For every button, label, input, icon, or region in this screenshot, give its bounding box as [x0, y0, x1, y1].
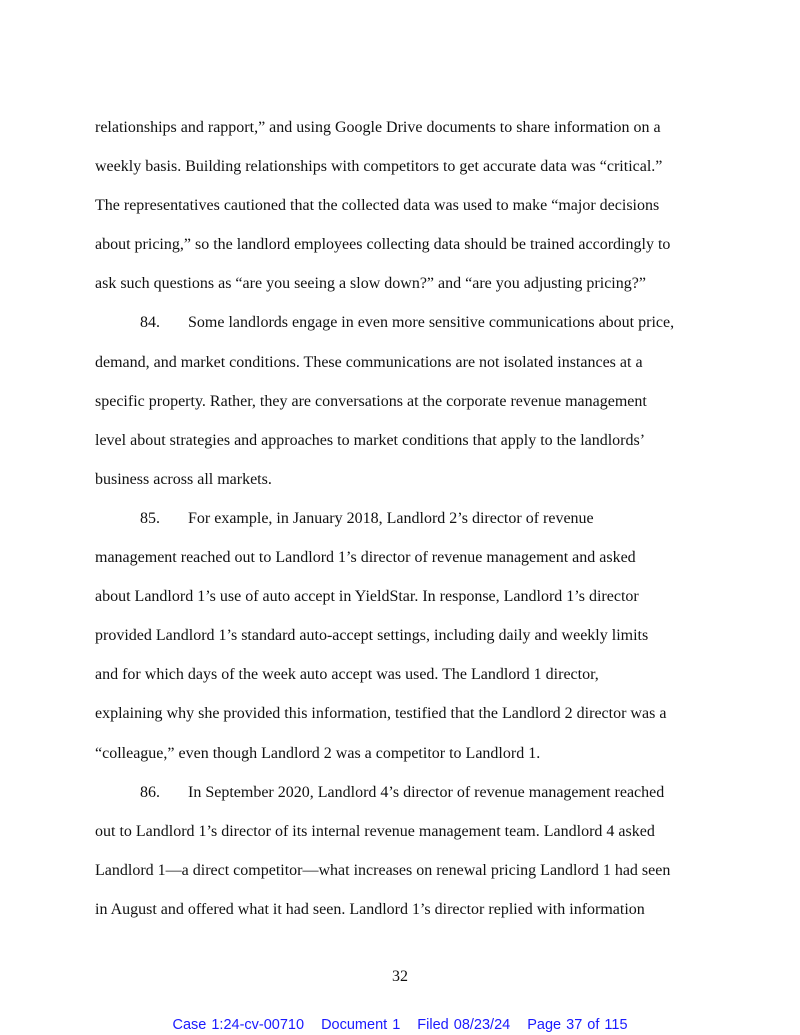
text-line [95, 577, 735, 616]
text-line [95, 538, 735, 577]
line-text: The representatives cautioned that the collected data was used to make “major decisions [95, 197, 660, 215]
line-text: about Landlord 1’s use of auto accept in YieldStar. In response, Landlord 1’s director [95, 588, 639, 606]
text-line [95, 186, 735, 225]
line-text: demand, and market conditions. These communications are not isolated instances at a [95, 353, 643, 371]
text-line [95, 851, 735, 890]
text-line [95, 616, 735, 655]
line-text: management reached out to Landlord 1’s director of revenue management and asked [95, 549, 636, 567]
text-line [95, 343, 735, 382]
text-line [95, 147, 735, 186]
paragraph-number: 86. [140, 783, 160, 801]
text-line [95, 773, 735, 812]
line-text: “colleague,” even though Landlord 2 was a competitor to Landlord 1. [95, 744, 541, 762]
line-text: in August and offered what it had seen. Landlord 1’s director replied with information [95, 900, 645, 918]
text-line [95, 499, 735, 538]
paragraph-number: 85. [140, 509, 160, 527]
text-line [95, 108, 735, 147]
line-text: and for which days of the week auto accept was used. The Landlord 1 director, [95, 666, 599, 684]
paragraph-number: 84. [140, 314, 160, 332]
line-text: out to Landlord 1’s director of its internal revenue management team. Landlord 4 asked [95, 822, 655, 840]
line-text: Some landlords engage in even more sensitive communications about price, [188, 314, 675, 332]
text-line [95, 890, 735, 929]
text-line [95, 694, 735, 733]
line-text: ask such questions as “are you seeing a slow down?” and “are you adjusting pricing?” [95, 275, 646, 293]
text-line [95, 225, 735, 264]
line-text: explaining why she provided this information, testified that the Landlord 2 director was a [95, 705, 667, 723]
line-text: Landlord 1—a direct competitor—what increases on renewal pricing Landlord 1 had seen [95, 861, 671, 879]
line-text: specific property. Rather, they are conversations at the corporate revenue management [95, 392, 647, 410]
text-line [95, 460, 735, 499]
line-text: provided Landlord 1’s standard auto-accept settings, including daily and weekly limits [95, 627, 649, 645]
filing-footer [0, 1017, 800, 1033]
line-text: weekly basis. Building relationships with competitors to get accurate data was “critical.” [95, 158, 663, 176]
text-line [95, 655, 735, 694]
footer-page: Page 37 of 115 [527, 1017, 628, 1033]
text-line [95, 264, 735, 303]
line-text: about pricing,” so the landlord employees collecting data should be trained accordingly to [95, 236, 671, 254]
footer-document: Document 1 [321, 1017, 401, 1033]
line-text: business across all markets. [95, 470, 272, 488]
page-number: 32 [392, 968, 408, 985]
footer-filed-date: Filed 08/23/24 [417, 1017, 511, 1033]
text-line [95, 303, 735, 342]
line-text: In September 2020, Landlord 4’s director of revenue management reached [188, 783, 665, 801]
footer-case-number: Case 1:24-cv-00710 [172, 1017, 305, 1033]
body-text [95, 108, 735, 929]
line-text: For example, in January 2018, Landlord 2’s director of revenue [188, 509, 594, 527]
text-line [95, 421, 735, 460]
text-line [95, 812, 735, 851]
line-text: level about strategies and approaches to market conditions that apply to the landlords’ [95, 431, 646, 449]
text-line [95, 382, 735, 421]
line-text: relationships and rapport,” and using Google Drive documents to share information on a [95, 119, 661, 136]
text-line [95, 734, 735, 773]
